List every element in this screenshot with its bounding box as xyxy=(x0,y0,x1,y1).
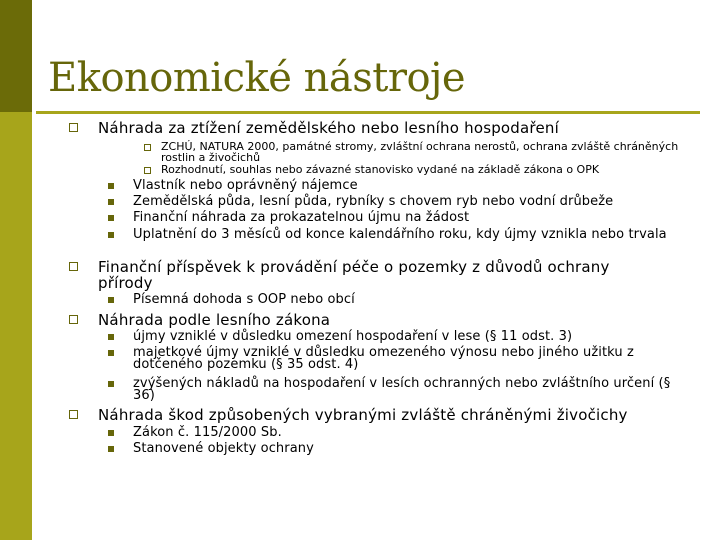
item-text: Stanovené objekty ochrany xyxy=(133,441,314,456)
item-text: Zemědělská půda, lesní půda, rybníky s chovem ryb nebo vodní drůbeže xyxy=(133,194,614,209)
bullet-item xyxy=(133,378,673,402)
bullet-item xyxy=(98,120,658,136)
bullet-item xyxy=(133,331,673,343)
bullet-item xyxy=(133,212,673,224)
hollow-square-bullet-icon xyxy=(69,315,78,324)
item-text: zvýšených nákladů na hospodaření v lesích ochranných nebo zvláštního určení (§ 36) xyxy=(133,376,671,403)
item-text: Finanční náhrada za prokazatelnou újmu na žádost xyxy=(133,210,470,225)
hollow-square-bullet-icon xyxy=(69,123,78,132)
square-bullet-icon xyxy=(108,334,114,340)
item-text: újmy vzniklé v důsledku omezení hospodaření v lese (§ 11 odst. 3) xyxy=(133,329,573,344)
bullet-item xyxy=(133,443,673,455)
item-text: Vlastník nebo oprávněný nájemce xyxy=(133,178,358,193)
hollow-square-bullet-icon xyxy=(69,410,78,419)
bullet-item xyxy=(133,196,673,208)
bullet-item xyxy=(133,229,673,241)
bullet-item xyxy=(133,294,673,306)
hollow-square-bullet-icon xyxy=(69,262,78,271)
bullet-item xyxy=(98,312,658,328)
bullet-item xyxy=(98,407,678,423)
bullet-item xyxy=(161,141,681,163)
square-bullet-icon xyxy=(108,215,114,221)
square-bullet-icon xyxy=(108,199,114,205)
bullet-item xyxy=(98,259,658,291)
square-bullet-icon xyxy=(108,297,114,303)
item-text: Náhrada škod způsobených vybranými zvláště chráněnými živočichy xyxy=(98,406,628,424)
item-text: majetkové újmy vzniklé v důsledku omezeného výnosu nebo jiného užitku z dotčeného pozemku (§ 35 odst. 4) xyxy=(133,345,634,372)
item-text: Rozhodnutí, souhlas nebo závazné stanovisko vydané na základě zákona o OPK xyxy=(161,163,600,176)
item-text: Finanční příspěvek k provádění péče o pozemky z důvodů ochrany přírody xyxy=(98,258,610,292)
item-text: Náhrada za ztížení zemědělského nebo lesního hospodaření xyxy=(98,119,559,137)
item-text: Zákon č. 115/2000 Sb. xyxy=(133,425,282,440)
item-text: Náhrada podle lesního zákona xyxy=(98,311,331,329)
bullet-item xyxy=(133,427,673,439)
square-bullet-icon xyxy=(108,446,114,452)
item-text: ZCHÚ, NATURA 2000, památné stromy, zvláštní ochrana nerostů, ochrana zvláště chráněných rostlin a živočichů xyxy=(161,140,679,164)
slide-title: Ekonomické nástroje xyxy=(48,55,466,101)
hollow-square-bullet-icon xyxy=(144,144,151,151)
square-bullet-icon xyxy=(108,430,114,436)
item-text: Písemná dohoda s OOP nebo obcí xyxy=(133,292,355,307)
hollow-square-bullet-icon xyxy=(144,167,151,174)
bullet-item xyxy=(133,347,673,371)
bullet-item xyxy=(133,180,673,192)
square-bullet-icon xyxy=(108,350,114,356)
square-bullet-icon xyxy=(108,232,114,238)
square-bullet-icon xyxy=(108,381,114,387)
square-bullet-icon xyxy=(108,183,114,189)
bullet-item xyxy=(161,164,681,175)
item-text: Uplatnění do 3 měsíců od konce kalendářního roku, kdy újmy vznikla nebo trvala xyxy=(133,227,667,242)
